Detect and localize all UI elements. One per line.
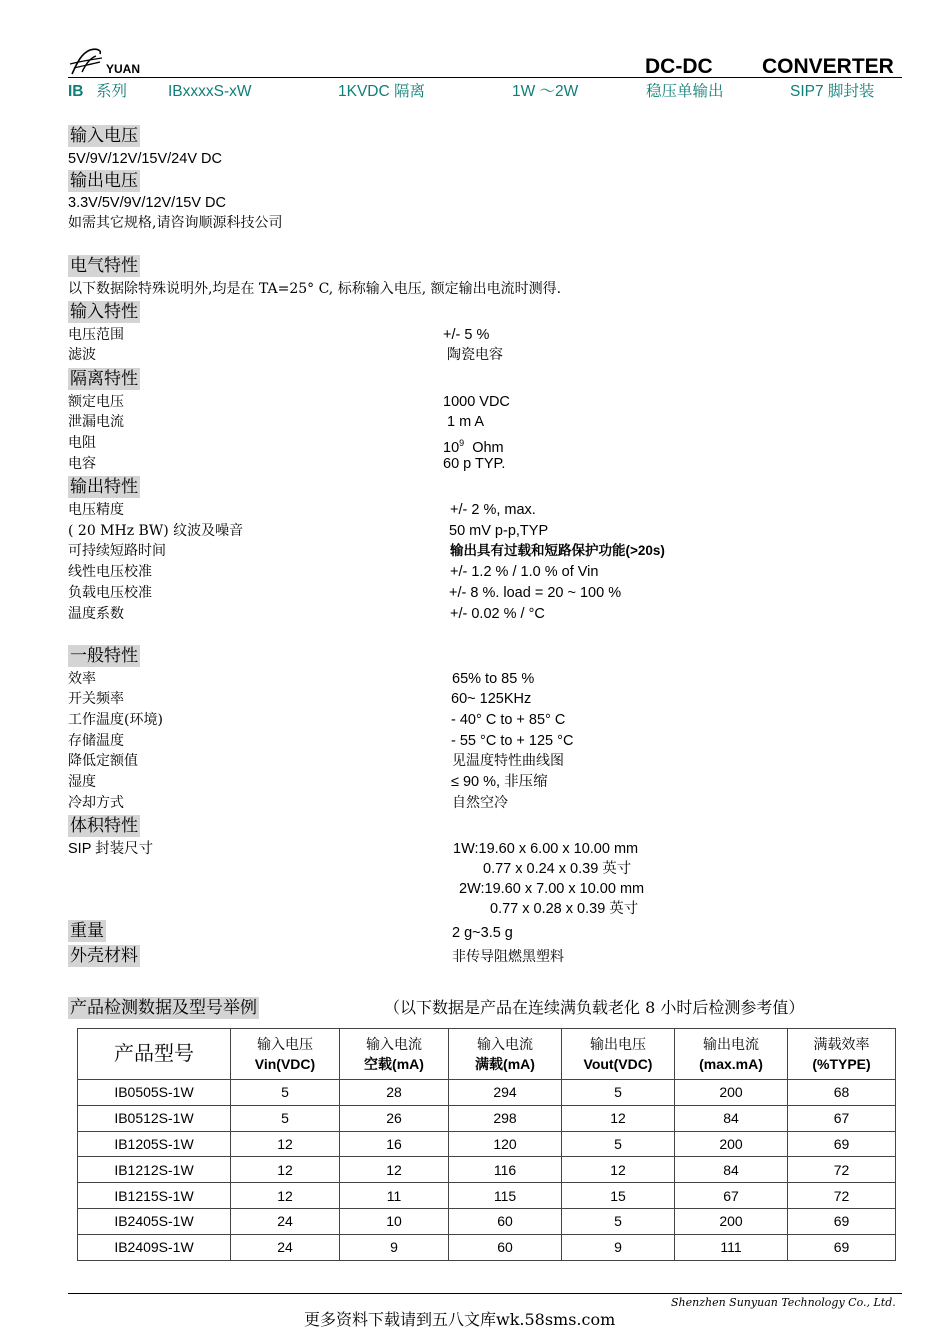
model-cell: IB2409S-1W (78, 1234, 231, 1260)
resistance-base: 10 (443, 439, 460, 456)
column-header (562, 1029, 675, 1080)
value-cell: 12 (340, 1157, 449, 1183)
volume-line: 0.77 x 0.28 x 0.39 英寸 (490, 901, 639, 917)
input-char-value: +/- 5 % (443, 327, 490, 343)
general-char-value: 见温度特性曲线图 (452, 753, 564, 769)
column-header (340, 1029, 449, 1080)
volume-line: 1W:19.60 x 6.00 x 10.00 mm (453, 841, 639, 857)
power-spec: 1W ～2W (512, 83, 579, 100)
value-cell: 9 (562, 1234, 675, 1260)
value-cell: 200 (675, 1131, 788, 1157)
value-cell: 200 (675, 1080, 788, 1106)
general-char-label: 湿度 (68, 774, 96, 790)
value-cell: 68 (788, 1080, 896, 1106)
value-cell: 5 (562, 1131, 675, 1157)
value-cell: 15 (562, 1183, 675, 1209)
value-cell: 60 (449, 1234, 562, 1260)
input-voltage-value: 5V/9V/12V/15V/24V DC (68, 151, 222, 167)
general-char-value: ≤ 90 %, 非压缩 (451, 774, 548, 790)
input-char-label: 滤波 (68, 347, 96, 363)
value-cell: 69 (788, 1208, 896, 1234)
product-table (77, 1028, 896, 1261)
table-row (78, 1080, 896, 1106)
model-cell: IB1205S-1W (78, 1131, 231, 1157)
value-cell: 115 (449, 1183, 562, 1209)
value-cell: 69 (788, 1234, 896, 1260)
value-cell: 67 (675, 1183, 788, 1209)
isolation-label: 额定电压 (68, 394, 124, 410)
general-char-title: 一般特性 (70, 646, 138, 666)
general-char-value: 自然空冷 (452, 795, 508, 811)
input-char-label: 电压范围 (68, 327, 124, 343)
output-char-value: 输出具有过载和短路保护功能(>20s) (450, 543, 665, 558)
output-type: 稳压单输出 (646, 83, 724, 100)
table-row (78, 1131, 896, 1157)
series-label: 系列 (96, 83, 128, 100)
header-line1: 满载效率 (813, 1036, 870, 1052)
value-cell: 67 (788, 1105, 896, 1131)
output-char-label: 温度系数 (68, 606, 124, 622)
table-row (78, 1208, 896, 1234)
electrical-title: 电气特性 (70, 256, 138, 276)
logo-mark-icon (66, 46, 106, 78)
model-cell: IB1212S-1W (78, 1157, 231, 1183)
dc-dc-title: DC-DC (645, 55, 713, 78)
isolation-value: 1000 VDC (443, 394, 510, 410)
package-type: SIP7 脚封装 (790, 83, 875, 100)
general-char-label: 开关频率 (68, 691, 124, 707)
table-row (78, 1183, 896, 1209)
value-cell: 111 (675, 1234, 788, 1260)
test-section-note: （以下数据是产品在连续满负载老化 8 小时后检测参考值） (384, 998, 805, 1017)
column-header (788, 1029, 896, 1080)
table-row (78, 1105, 896, 1131)
table-header-row (78, 1029, 896, 1080)
value-cell: 120 (449, 1131, 562, 1157)
value-cell: 200 (675, 1208, 788, 1234)
model-cell: IB0512S-1W (78, 1105, 231, 1131)
electrical-note: 以下数据除特殊说明外,均是在 TA=25° C, 标称输入电压, 额定输出电流时测得. (68, 281, 562, 297)
header-line2: (max.mA) (699, 1056, 763, 1072)
header-line1: 输出电流 (703, 1036, 759, 1052)
value-cell: 5 (562, 1208, 675, 1234)
value-cell: 11 (340, 1183, 449, 1209)
value-cell: 12 (562, 1157, 675, 1183)
value-cell: 28 (340, 1080, 449, 1106)
output-char-value: +/- 2 %, max. (450, 502, 536, 518)
output-voltage-note: 如需其它规格,请咨询顺源科技公司 (68, 215, 283, 231)
output-char-label: 电压精度 (68, 502, 124, 518)
volume-line: 2W:19.60 x 7.00 x 10.00 mm (459, 881, 645, 897)
value-cell: 24 (231, 1234, 340, 1260)
output-char-label: ( 20 MHz BW) 纹波及噪音 (68, 523, 244, 539)
value-cell: 9 (340, 1234, 449, 1260)
footer-company: Shenzhen Sunyuan Technology Co., Ltd. (671, 1296, 896, 1309)
value-cell: 5 (231, 1080, 340, 1106)
value-cell: 5 (562, 1080, 675, 1106)
input-char-title: 输入特性 (70, 302, 138, 322)
value-cell: 10 (340, 1208, 449, 1234)
case-value: 非传导阻燃黑塑料 (452, 949, 564, 965)
output-char-value: +/- 0.02 % / °C (450, 606, 545, 622)
general-char-label: 效率 (68, 671, 96, 687)
general-char-label: 降低定额值 (68, 753, 138, 769)
general-char-value: 65% to 85 % (452, 671, 535, 687)
brand-name: YUAN (106, 62, 141, 76)
output-char-value: +/- 8 %. load = 20 ~ 100 % (449, 585, 622, 601)
output-char-label: 线性电压校准 (68, 564, 152, 580)
general-char-value: 60~ 125KHz (451, 691, 532, 707)
value-cell: 5 (231, 1105, 340, 1131)
series-code: IB (68, 83, 84, 100)
footer-watermark: 更多资料下载请到五八文库wk.58sms.com (304, 1310, 616, 1329)
header-line2: Vin(VDC) (254, 1056, 316, 1072)
output-voltage-value: 3.3V/5V/9V/12V/15V DC (68, 195, 226, 211)
isolation-value: 1 m A (447, 414, 485, 430)
output-char-value: 50 mV p-p,TYP (449, 523, 549, 539)
column-header (449, 1029, 562, 1080)
resistance-unit: Ohm (472, 439, 504, 456)
weight-value: 2 g~3.5 g (452, 925, 513, 941)
header-line2: Vout(VDC) (583, 1056, 653, 1072)
footer-rule (68, 1293, 902, 1294)
converter-title: CONVERTER (762, 55, 894, 78)
header-line1: 输入电流 (477, 1036, 533, 1052)
header-line2: 空载(mA) (364, 1056, 424, 1072)
general-char-value: - 55 °C to + 125 °C (451, 733, 574, 749)
header-line1: 输入电流 (366, 1036, 422, 1052)
output-char-value: +/- 1.2 % / 1.0 % of Vin (450, 564, 599, 580)
header-line1: 输入电压 (257, 1036, 313, 1052)
header-line2: (%TYPE) (812, 1056, 871, 1072)
resistance-exponent: 9 (459, 438, 465, 448)
weight-title: 重量 (70, 921, 104, 941)
input-char-value: 陶瓷电容 (447, 347, 503, 363)
isolation-value (443, 434, 504, 457)
value-cell: 72 (788, 1157, 896, 1183)
general-char-label: 工作温度(环境) (68, 712, 163, 728)
value-cell: 69 (788, 1131, 896, 1157)
model-pattern: IBxxxxS-xW (168, 83, 252, 100)
model-cell: IB2405S-1W (78, 1208, 231, 1234)
table-row (78, 1157, 896, 1183)
model-header: 产品型号 (78, 1029, 231, 1080)
value-cell: 12 (231, 1183, 340, 1209)
general-char-label: 冷却方式 (68, 795, 124, 811)
value-cell: 24 (231, 1208, 340, 1234)
test-section-title: 产品检测数据及型号举例 (70, 998, 257, 1018)
case-title: 外壳材料 (70, 946, 138, 966)
model-cell: IB1215S-1W (78, 1183, 231, 1209)
value-cell: 16 (340, 1131, 449, 1157)
output-char-label: 负载电压校准 (68, 585, 152, 601)
header-line2: 满载(mA) (475, 1056, 535, 1072)
table-row (78, 1234, 896, 1260)
column-header (231, 1029, 340, 1080)
input-voltage-title: 输入电压 (70, 126, 138, 146)
value-cell: 294 (449, 1080, 562, 1106)
isolation-value: 60 p TYP. (443, 456, 506, 472)
value-cell: 72 (788, 1183, 896, 1209)
value-cell: 12 (562, 1105, 675, 1131)
isolation-char-title: 隔离特性 (70, 369, 138, 389)
isolation-label: 电阻 (68, 435, 96, 451)
column-header (675, 1029, 788, 1080)
value-cell: 12 (231, 1131, 340, 1157)
isolation-spec: 1KVDC 隔离 (338, 83, 425, 100)
volume-line: 0.77 x 0.24 x 0.39 英寸 (483, 861, 632, 877)
output-voltage-title: 输出电压 (70, 171, 138, 191)
value-cell: 84 (675, 1105, 788, 1131)
volume-char-title: 体积特性 (70, 816, 138, 836)
isolation-label: 电容 (68, 456, 96, 472)
general-char-value: - 40° C to + 85° C (451, 712, 566, 728)
header-rule (68, 77, 902, 78)
value-cell: 116 (449, 1157, 562, 1183)
value-cell: 298 (449, 1105, 562, 1131)
output-char-label: 可持续短路时间 (68, 543, 166, 559)
output-char-title: 输出特性 (70, 477, 138, 497)
model-cell: IB0505S-1W (78, 1080, 231, 1106)
general-char-label: 存储温度 (68, 733, 124, 749)
volume-label: SIP 封装尺寸 (68, 841, 154, 857)
value-cell: 60 (449, 1208, 562, 1234)
header-line1: 输出电压 (590, 1036, 646, 1052)
value-cell: 26 (340, 1105, 449, 1131)
isolation-label: 泄漏电流 (68, 414, 124, 430)
value-cell: 84 (675, 1157, 788, 1183)
value-cell: 12 (231, 1157, 340, 1183)
